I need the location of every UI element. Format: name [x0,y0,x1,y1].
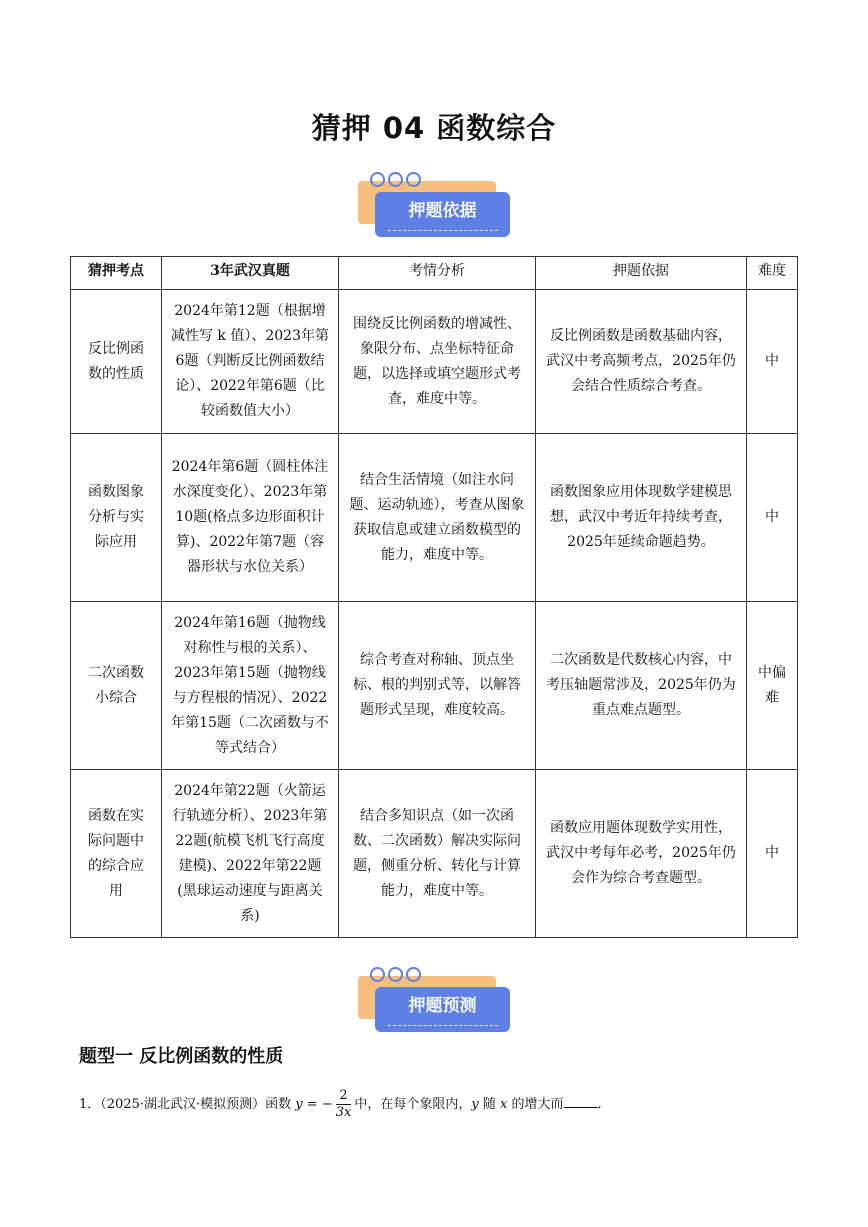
question-end: . [597,1097,602,1112]
var-y-2: y [471,1097,479,1112]
badge-label: 押题依据 [408,201,477,221]
var-x: x [500,1097,508,1112]
fraction-denominator: 3x [335,1105,352,1120]
table-row [71,434,798,602]
question-tail-3: 的增大而 [511,1097,564,1112]
question-number: 1． [79,1097,101,1112]
cell-point: 二次函数小综合 [71,602,162,770]
cell-exams: 2024年第12题（根据增减性写 k 值）、2023年第6题（判断反比例函数结论）、2022年第6题（比较函数值大小） [162,290,339,434]
cell-difficulty: 中 [747,290,798,434]
question-lead: 函数 [265,1097,292,1112]
section-badge-basis [358,172,518,244]
cell-point: 函数图象分析与实际应用 [71,434,162,602]
cell-basis: 二次函数是代数核心内容，中考压轴题常涉及，2025年仍为重点难点题型。 [536,602,747,770]
answer-blank[interactable] [564,1107,598,1108]
header-difficulty: 难度 [747,257,798,290]
table-row [71,770,798,938]
section-badge-forecast [358,967,518,1039]
header-point: 猜押考点 [71,257,162,290]
table-header-row [71,257,798,290]
header-basis: 押题依据 [536,257,747,290]
header-exams: 3年武汉真题 [162,257,339,290]
fraction [336,1088,352,1121]
fraction-numerator: 2 [336,1088,352,1105]
cell-basis: 函数图象应用体现数学建模思想，武汉中考近年持续考查，2025年延续命题趋势。 [536,434,747,602]
table-row [71,602,798,770]
cell-analysis: 结合生活情境（如注水问题、运动轨迹），考查从图象获取信息或建立函数模型的能力，难度中等。 [339,434,536,602]
header-analysis: 考情分析 [339,257,536,290]
cell-difficulty: 中 [747,770,798,938]
exam-analysis-table [70,256,798,938]
question-1 [79,1088,602,1121]
section-title: 题型一 反比例函数的性质 [79,1046,284,1067]
cell-analysis: 围绕反比例函数的增减性、象限分布、点坐标特征命题，以选择或填空题形式考查，难度中等。 [339,290,536,434]
cell-analysis: 综合考查对称轴、顶点坐标、根的判别式等，以解答题形式呈现，难度较高。 [339,602,536,770]
cell-exams: 2024年第16题（抛物线对称性与根的关系）、2023年第15题（抛物线与方程根的情况）、2022年第15题（二次函数与不等式结合） [162,602,339,770]
question-tail-1: 中，在每个象限内， [354,1097,472,1112]
rings-icon [370,172,424,191]
cell-point: 反比例函数的性质 [71,290,162,434]
var-y: y [295,1097,303,1112]
question-source: （2025·湖北武汉·模拟预测） [100,1097,266,1112]
cell-point: 函数在实际问题中的综合应用 [71,770,162,938]
table-row [71,290,798,434]
cell-exams: 2024年第6题（圆柱体注水深度变化）、2023年第10题(格点多边形面积计算)、2022年第7题（容器形状与水位关系） [162,434,339,602]
equals-sign: = − [302,1097,333,1112]
question-tail-2: 随 [482,1097,496,1112]
cell-exams: 2024年第22题（火箭运行轨迹分析）、2023年第22题(航模飞机飞行高度建模)、2022年第22题(黑球运动速度与距离关系) [162,770,339,938]
rings-icon [370,967,424,986]
cell-basis: 反比例函数是函数基础内容，武汉中考高频考点，2025年仍会结合性质综合考查。 [536,290,747,434]
badge-label: 押题预测 [408,996,477,1016]
cell-difficulty: 中 [747,434,798,602]
cell-difficulty: 中偏难 [747,602,798,770]
page-title: 猜押 04 函数综合 [311,111,557,145]
cell-analysis: 结合多知识点（如一次函数、二次函数）解决实际问题，侧重分析、转化与计算能力，难度中等。 [339,770,536,938]
cell-basis: 函数应用题体现数学实用性，武汉中考每年必考，2025年仍会作为综合考查题型。 [536,770,747,938]
